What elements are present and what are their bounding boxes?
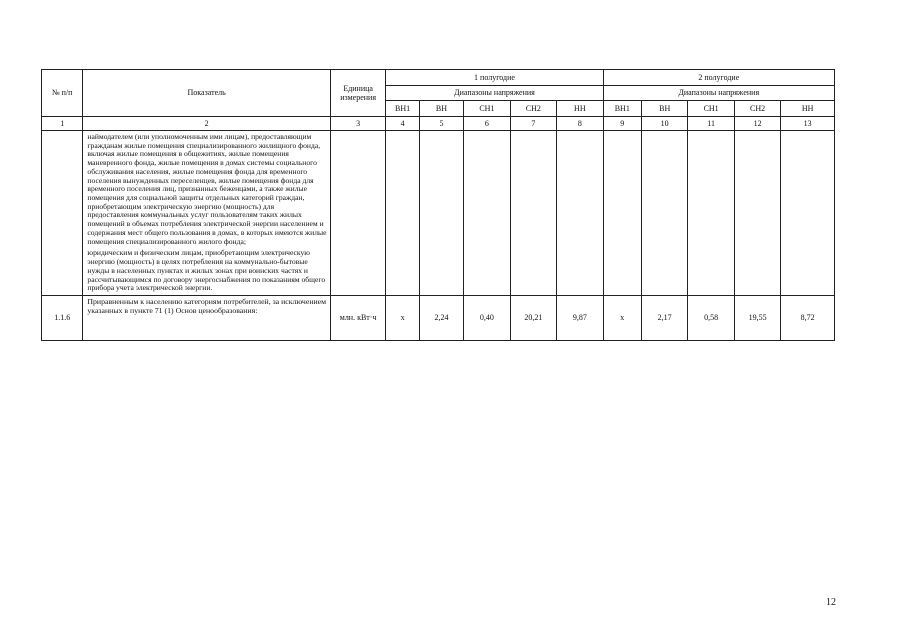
row-unit-cell: млн. кВт·ч (330, 295, 386, 340)
row-unit-cell (330, 131, 386, 296)
header-unit: Единица измерения (330, 70, 386, 117)
row-description-cell: Приравненным к населению категориям потребителей, за исключением указанных в пункте 71 (1) Основ ценообразования: (83, 295, 330, 340)
description-paragraph: юридическим и физическим лицам, приобретающим электрическую энергию (мощность) в целях потребления на коммунально-бытовые нужды в населенных пунктах и жилых зонах при воинских частях и рассчитывающимся по договору энергоснабжения по показаниям общего прибора учета электрической энергии. (87, 248, 326, 293)
column-number: 3 (330, 117, 386, 131)
header-voltage-level: НН (781, 101, 835, 117)
row-value-cell (781, 131, 835, 296)
column-number: 6 (464, 117, 510, 131)
page-number: 12 (826, 597, 836, 608)
row-value-cell: 0,58 (688, 295, 734, 340)
header-voltage-ranges-1: Диапазоны напряжения (386, 86, 603, 101)
header-num: № п/п (42, 70, 83, 117)
header-indicator: Показатель (83, 70, 330, 117)
row-value-cell: 19,55 (734, 295, 780, 340)
row-value-cell (419, 131, 463, 296)
row-value-cell: 0,40 (464, 295, 510, 340)
header-voltage-level: СН2 (734, 101, 780, 117)
column-number: 7 (510, 117, 556, 131)
column-number: 4 (386, 117, 419, 131)
description-paragraph: наймодателем (или уполномоченным ими лицам), предоставляющим гражданам жилые помещения специализированного жилищного фонда, включая жилые помещения в общежитиях, жилые помещения маневренного фонда, жилые помещения в домах системы социального обслуживания населения, жилые помещения фонда для временного поселения вынужденных переселенцев, жилые помещения фонда для временного поселения лиц, признанных беженцами, а также жилые помещения для социальной защиты отдельных категорий граждан, приобретающим электрическую энергию (мощность) для предоставления коммунальных услуг пользователям таких жилых помещений в объемах потребления электрической энергии населением и содержания мест общего пользования в домах, в которых имеются жилые помещения специализированного жилого фонда; (87, 132, 327, 246)
header-voltage-level: СН1 (688, 101, 734, 117)
row-value-cell (386, 131, 419, 296)
header-voltage-level: ВН (419, 101, 463, 117)
row-value-cell (734, 131, 780, 296)
header-voltage-ranges-2: Диапазоны напряжения (603, 86, 834, 101)
row-value-cell (641, 131, 687, 296)
header-half-1: 1 полугодие (386, 70, 603, 86)
row-value-cell: х (603, 295, 641, 340)
row-value-cell (510, 131, 556, 296)
row-value-cell (603, 131, 641, 296)
column-number: 2 (83, 117, 330, 131)
row-num-cell (42, 131, 83, 296)
row-value-cell: 20,21 (510, 295, 556, 340)
row-description-cell (83, 131, 330, 296)
header-voltage-level: ВН1 (386, 101, 419, 117)
header-voltage-level: СН1 (464, 101, 510, 117)
column-number: 11 (688, 117, 734, 131)
row-value-cell (464, 131, 510, 296)
row-num-cell: 1.1.6 (42, 295, 83, 340)
row-value-cell (688, 131, 734, 296)
column-number: 9 (603, 117, 641, 131)
header-voltage-level: ВН1 (603, 101, 641, 117)
header-half-2: 2 полугодие (603, 70, 834, 86)
header-voltage-level: СН2 (510, 101, 556, 117)
row-value-cell: 2,24 (419, 295, 463, 340)
table-row-continuation (42, 131, 835, 296)
row-value-cell: 8,72 (781, 295, 835, 340)
data-table (41, 69, 835, 341)
header-voltage-level: ВН (641, 101, 687, 117)
header-voltage-level: НН (557, 101, 604, 117)
column-number: 5 (419, 117, 463, 131)
column-number: 12 (734, 117, 780, 131)
column-number: 8 (557, 117, 604, 131)
table-row-1-1-6 (42, 295, 835, 340)
column-number: 1 (42, 117, 83, 131)
row-value-cell: 9,87 (557, 295, 604, 340)
column-number: 13 (781, 117, 835, 131)
row-value-cell (557, 131, 604, 296)
column-number: 10 (641, 117, 687, 131)
row-value-cell: х (386, 295, 419, 340)
row-value-cell: 2,17 (641, 295, 687, 340)
